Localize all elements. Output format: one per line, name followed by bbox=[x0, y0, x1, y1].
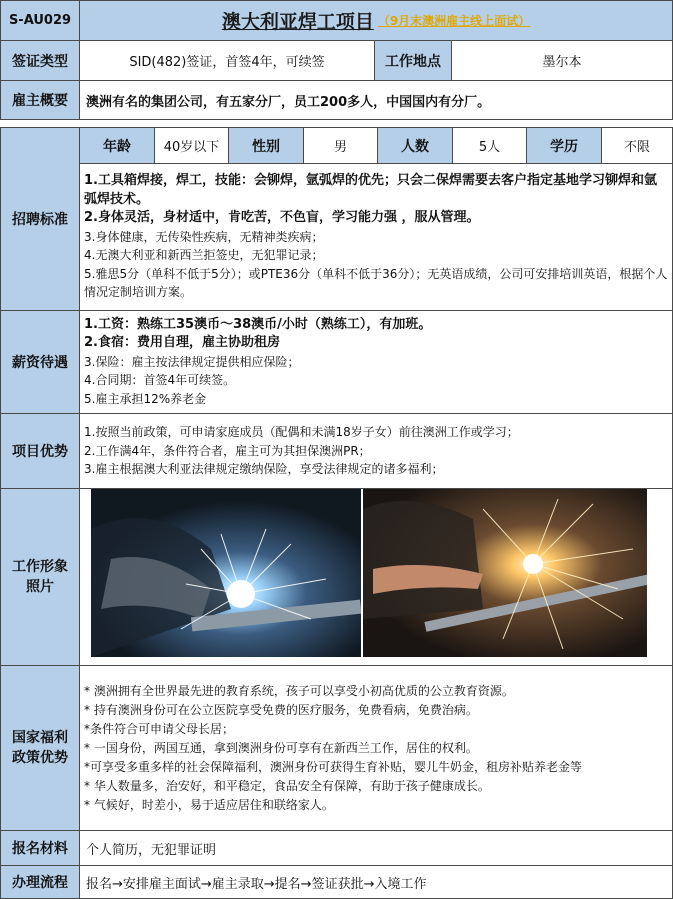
requirement-item: 1.工具箱焊接，焊工，技能：会铆焊，氩弧焊的优先；只会二保焊需要去客户指定基地学习铆焊和氩弧焊技术。 bbox=[84, 173, 657, 207]
requirement-item: 4.无澳大利亚和新西兰拒签史，无犯罪记录； bbox=[84, 248, 324, 263]
page-title: 澳大利亚焊工项目 bbox=[221, 11, 374, 33]
project-advantage-label: 项目优势 bbox=[0, 413, 80, 489]
headcount-value: 5人 bbox=[452, 127, 527, 164]
employer-summary-value: 澳洲有名的集团公司，有五家分厂，员工200多人，中国国内有分厂。 bbox=[79, 80, 673, 120]
application-materials-label: 报名材料 bbox=[0, 830, 80, 866]
national-welfare-label: 国家福利政策优势 bbox=[0, 665, 80, 831]
salary-item: 4.合同期：首签4年可续签。 bbox=[84, 373, 236, 388]
advantage-item: 3.雇主根据澳大利亚法律规定缴纳保险，享受法律规定的诸多福利； bbox=[84, 462, 444, 477]
advantage-item: 2.工作满4年，条件符合者，雇主可为其担保澳洲PR； bbox=[84, 443, 371, 458]
title-cell bbox=[79, 0, 673, 41]
welding-photo-right bbox=[363, 489, 647, 657]
salary-details bbox=[79, 310, 673, 414]
work-location-value: 墨尔本 bbox=[451, 40, 673, 81]
national-welfare-details bbox=[79, 665, 673, 831]
gender-label: 性别 bbox=[228, 127, 304, 164]
welfare-item: * 华人数量多，治安好，和平稳定，食品安全有保障，有助于孩子健康成长。 bbox=[84, 778, 490, 793]
work-photos-label: 工作形象照片 bbox=[0, 488, 80, 666]
visa-type-label: 签证类型 bbox=[0, 40, 80, 81]
welfare-item: *可享受多重多样的社会保障福利，澳洲身份可获得生育补贴，婴儿牛奶金，租房补贴养老金等 bbox=[84, 759, 583, 774]
work-location-label: 工作地点 bbox=[374, 40, 452, 81]
headcount-label: 人数 bbox=[377, 127, 453, 164]
requirement-item: 2.身体灵活，身材适中，肯吃苦，不色盲，学习能力强 ，服从管理。 bbox=[84, 210, 480, 226]
page-subtitle: （9月末澳洲雇主线上面试） bbox=[377, 14, 531, 28]
employer-summary-label: 雇主概要 bbox=[0, 80, 80, 120]
welfare-item: * 澳洲拥有全世界最先进的教育系统，孩子可以享受小初高优质的公立教育资源。 bbox=[84, 683, 514, 698]
welfare-item: * 气候好，时差小，易于适应居住和联络家人。 bbox=[84, 797, 334, 812]
age-label: 年龄 bbox=[79, 127, 155, 164]
age-value: 40岁以下 bbox=[154, 127, 229, 164]
welfare-item: * 持有澳洲身份可在公立医院享受免费的医疗服务，免费看病，免费治病。 bbox=[84, 702, 478, 717]
requirement-item: 5.雅思5分（单科不低于5分）；或PTE36分（单科不低于36分）；无英语成绩，公司可安排培训英语，根据个人情况定制培训方案。 bbox=[84, 266, 668, 300]
education-value: 不限 bbox=[601, 127, 673, 164]
salary-item: 3.保险：雇主按法律规定提供相应保险； bbox=[84, 354, 300, 369]
process-value: 报名→安排雇主面试→雇主录取→提名→签证获批→入境工作 bbox=[79, 865, 673, 899]
welfare-item: *条件符合可申请父母长居； bbox=[84, 721, 235, 736]
welding-photo-left bbox=[91, 489, 361, 657]
salary-label: 薪资待遇 bbox=[0, 310, 80, 414]
project-code: S-AU029 bbox=[0, 0, 80, 41]
advantage-item: 1.按照当前政策，可申请家庭成员（配偶和未满18岁子女）前往澳洲工作或学习； bbox=[84, 425, 519, 440]
recruit-standard-label: 招聘标准 bbox=[0, 127, 80, 311]
salary-item: 1.工资：熟练工35澳币～38澳币/小时（熟练工），有加班。 bbox=[84, 316, 432, 332]
salary-item: 5.雇主承担12%养老金 bbox=[84, 391, 207, 406]
visa-type-value: SID(482)签证，首签4年，可续签 bbox=[79, 40, 375, 81]
project-advantage-details bbox=[79, 413, 673, 489]
salary-item: 2.食宿：费用自理，雇主协助租房 bbox=[84, 335, 280, 351]
welfare-item: * 一国身份，两国互通，拿到澳洲身份可享有在新西兰工作，居住的权利。 bbox=[84, 740, 478, 755]
education-label: 学历 bbox=[526, 127, 602, 164]
application-materials-value: 个人简历，无犯罪证明 bbox=[79, 830, 673, 866]
recruit-requirements bbox=[79, 163, 673, 311]
process-label: 办理流程 bbox=[0, 865, 80, 899]
requirement-item: 3.身体健康，无传染性疾病，无精神类疾病； bbox=[84, 229, 324, 244]
gender-value: 男 bbox=[303, 127, 378, 164]
